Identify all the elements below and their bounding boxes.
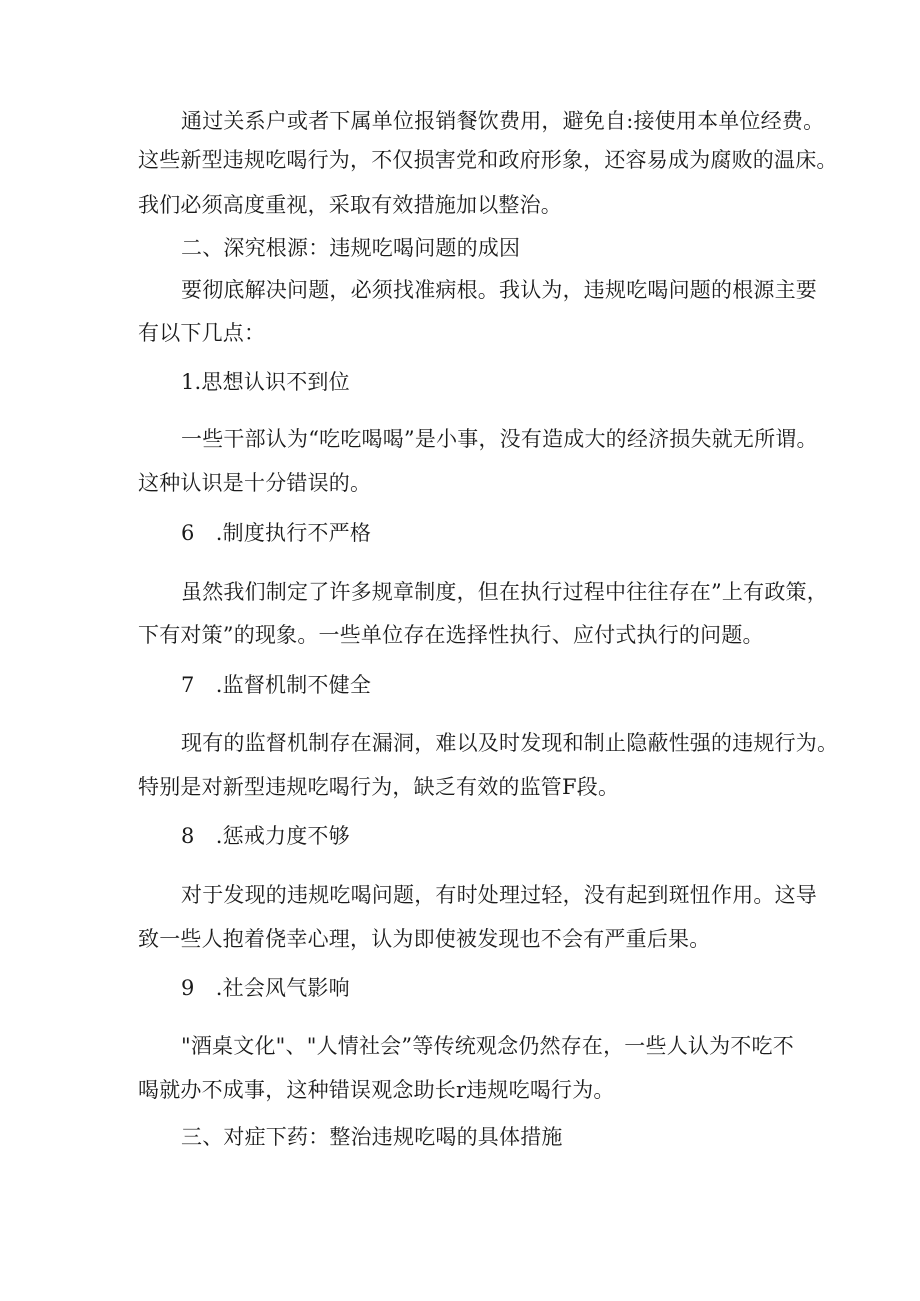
text-line: 这些新型违规吃喝行为，不仅损害党和政府形象，还容易成为腐败的温床。 [138, 148, 838, 172]
text-line: 喝就办不成事，这种错误观念助长r违规吃喝行为。 [138, 1078, 615, 1102]
text-line: 虽然我们制定了许多规章制度，但在执行过程中往往存在”上有政策， [181, 580, 828, 604]
subsection-heading: 8 .惩戒力度不够 [181, 824, 350, 848]
text-line: 这种认识是十分错误的。 [138, 471, 372, 495]
text-line: 下有对策”的现象。一些单位存在选择性执行、应付式执行的问题。 [138, 623, 764, 647]
text-line: 我们必须高度重视，采取有效措施加以整治。 [138, 193, 562, 217]
subsection-heading: 7 .监督机制不健全 [181, 673, 372, 697]
text-line: 现有的监督机制存在漏洞，难以及时发现和制止隐蔽性强的违规行为。 [181, 731, 839, 755]
text-line: 致一些人抱着侥幸心理，认为即使被发现也不会有严重后果。 [138, 927, 711, 951]
subsection-heading: 1.思想认识不到位 [181, 370, 350, 394]
text-line: 有以下几点： [138, 321, 266, 345]
subsection-heading: 9 .社会风气影响 [181, 976, 350, 1000]
section-heading: 三、对症下药：整治违规吃喝的具体措施 [181, 1125, 563, 1149]
text-line: 要彻底解决问题，必须找准病根。我认为，违规吃喝问题的根源主要 [181, 278, 817, 302]
text-line: 通过关系户或者下属单位报销餐饮费用，避免自:接使用本单位经费。 [181, 109, 825, 133]
section-heading: 二、深究根源：违规吃喝问题的成因 [181, 236, 521, 260]
text-line: 特别是对新型违规吃喝行为，缺乏有效的监管F段。 [138, 775, 620, 799]
text-line: "酒桌文化"、"人情社会”等传统观念仍然存在，一些人认为不吃不 [181, 1034, 794, 1058]
subsection-heading: 6 .制度执行不严格 [181, 521, 372, 545]
text-line: 一些干部认为“吃吃喝喝”是小事，没有造成大的经济损失就无所谓。 [181, 427, 818, 451]
text-line: 对于发现的违规吃喝问题，有时处理过轻，没有起到斑忸作用。这导 [181, 883, 817, 907]
